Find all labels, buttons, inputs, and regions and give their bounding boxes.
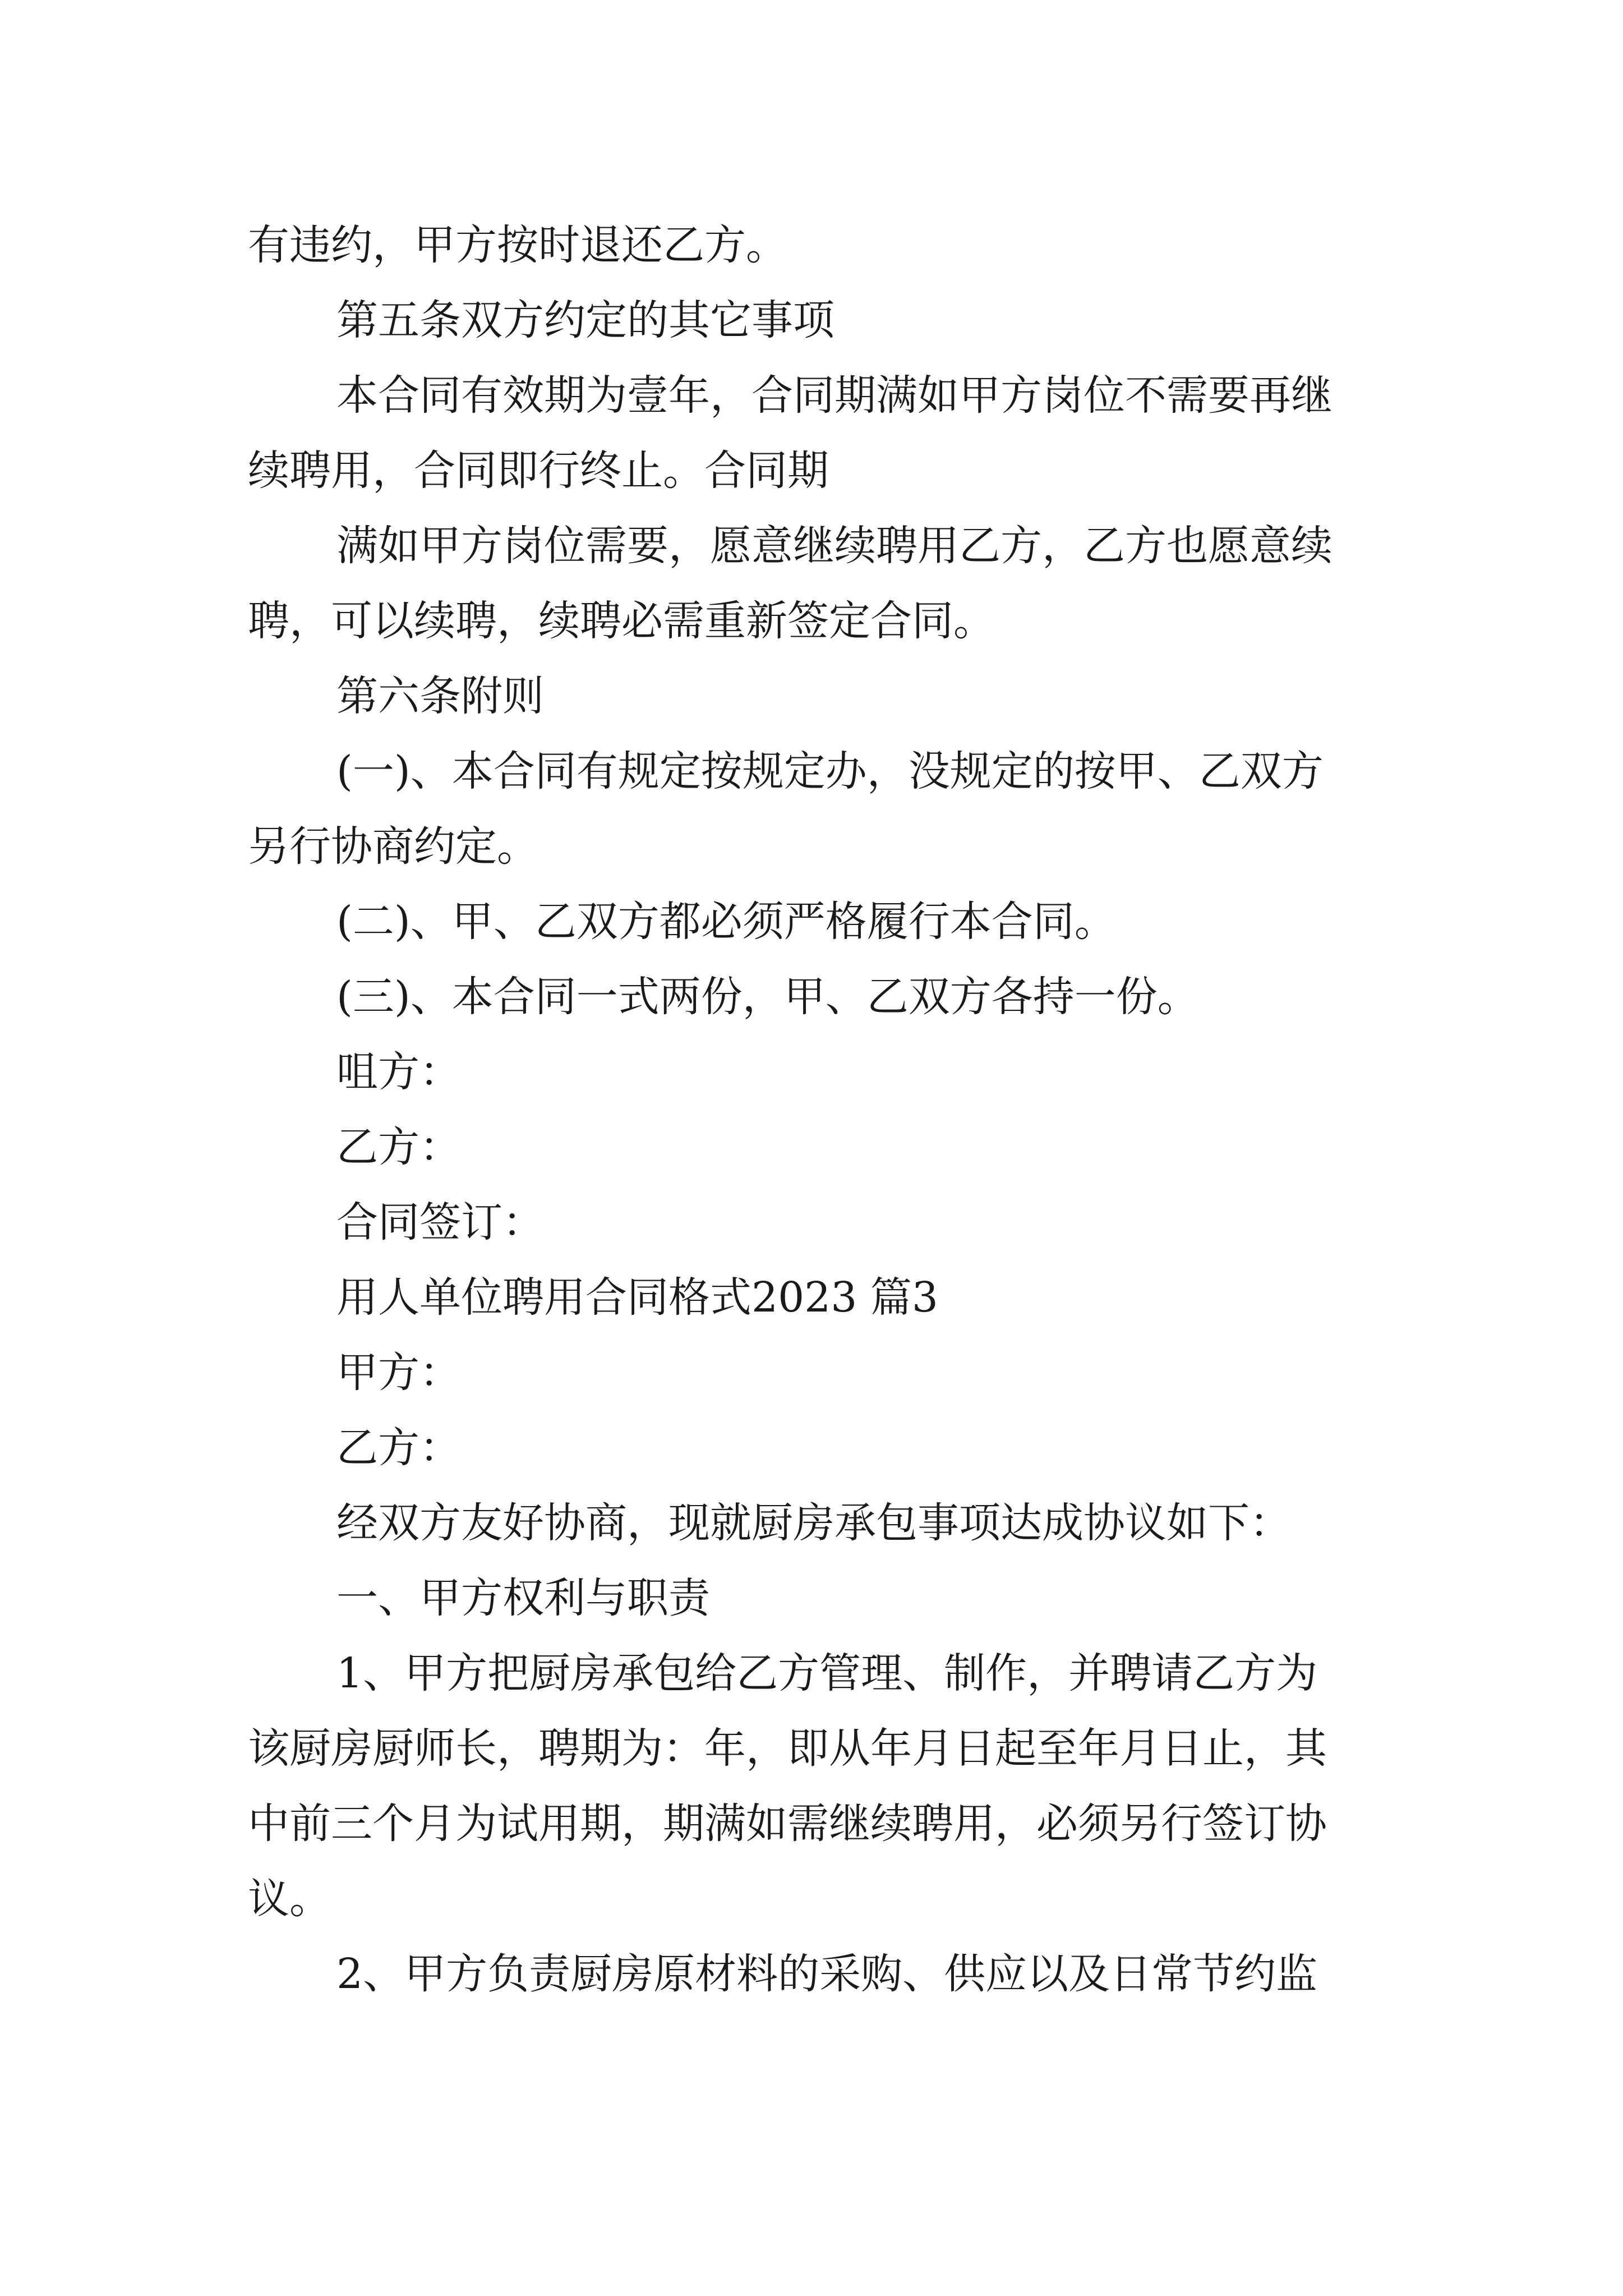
paragraph-line: (一)、本合同有规定按规定办，没规定的按甲、乙双方 [336, 747, 1324, 795]
text-line: 中前三个月为试用期，期满如需继续聘用，必须另行签订协 [248, 1800, 1327, 1848]
signature-label-party-a: 咀方： [336, 1048, 461, 1096]
section-heading: 第六条附则 [336, 672, 544, 720]
text-line: 议。 [248, 1875, 331, 1923]
paragraph-line: 经双方友好协商，现就厨房承包事项达成协议如下： [336, 1499, 1291, 1547]
section-heading: 一、甲方权利与职责 [336, 1574, 710, 1622]
text-line: 聘，可以续聘，续聘必需重新签定合同。 [248, 597, 995, 645]
paragraph-line: (三)、本合同一式两份，甲、乙双方各持一份。 [336, 973, 1199, 1021]
text-line: 该厨房厨师长，聘期为：年，即从年月日起至年月日止，其 [248, 1724, 1327, 1773]
paragraph-line: 1、甲方把厨房承包给乙方管理、制作，并聘请乙方为 [336, 1649, 1318, 1697]
paragraph-line: 满如甲方岗位需要，愿意继续聘用乙方，乙方也愿意续 [336, 522, 1332, 570]
signing-label: 合同签订： [336, 1198, 544, 1246]
paragraph-line: (二)、甲、乙双方都必须严格履行本合同。 [336, 898, 1116, 946]
section-heading: 第五条双方约定的其它事项 [336, 296, 834, 344]
party-b-label: 乙方： [336, 1424, 461, 1472]
paragraph-line: 本合同有效期为壹年，合同期满如甲方岗位不需要再继 [336, 371, 1332, 420]
text-line: 另行协商约定。 [248, 822, 538, 871]
text-line: 有违约，甲方按时退还乙方。 [248, 221, 787, 269]
paragraph-line: 2、甲方负责厨房原材料的采购、供应以及日常节约监 [336, 1950, 1318, 1998]
party-a-label: 甲方： [336, 1349, 461, 1397]
text-line: 续聘用，合同即行终止。合同期 [248, 447, 829, 495]
section-title: 用人单位聘用合同格式2023 篇3 [336, 1273, 938, 1322]
signature-label-party-b: 乙方： [336, 1123, 461, 1171]
